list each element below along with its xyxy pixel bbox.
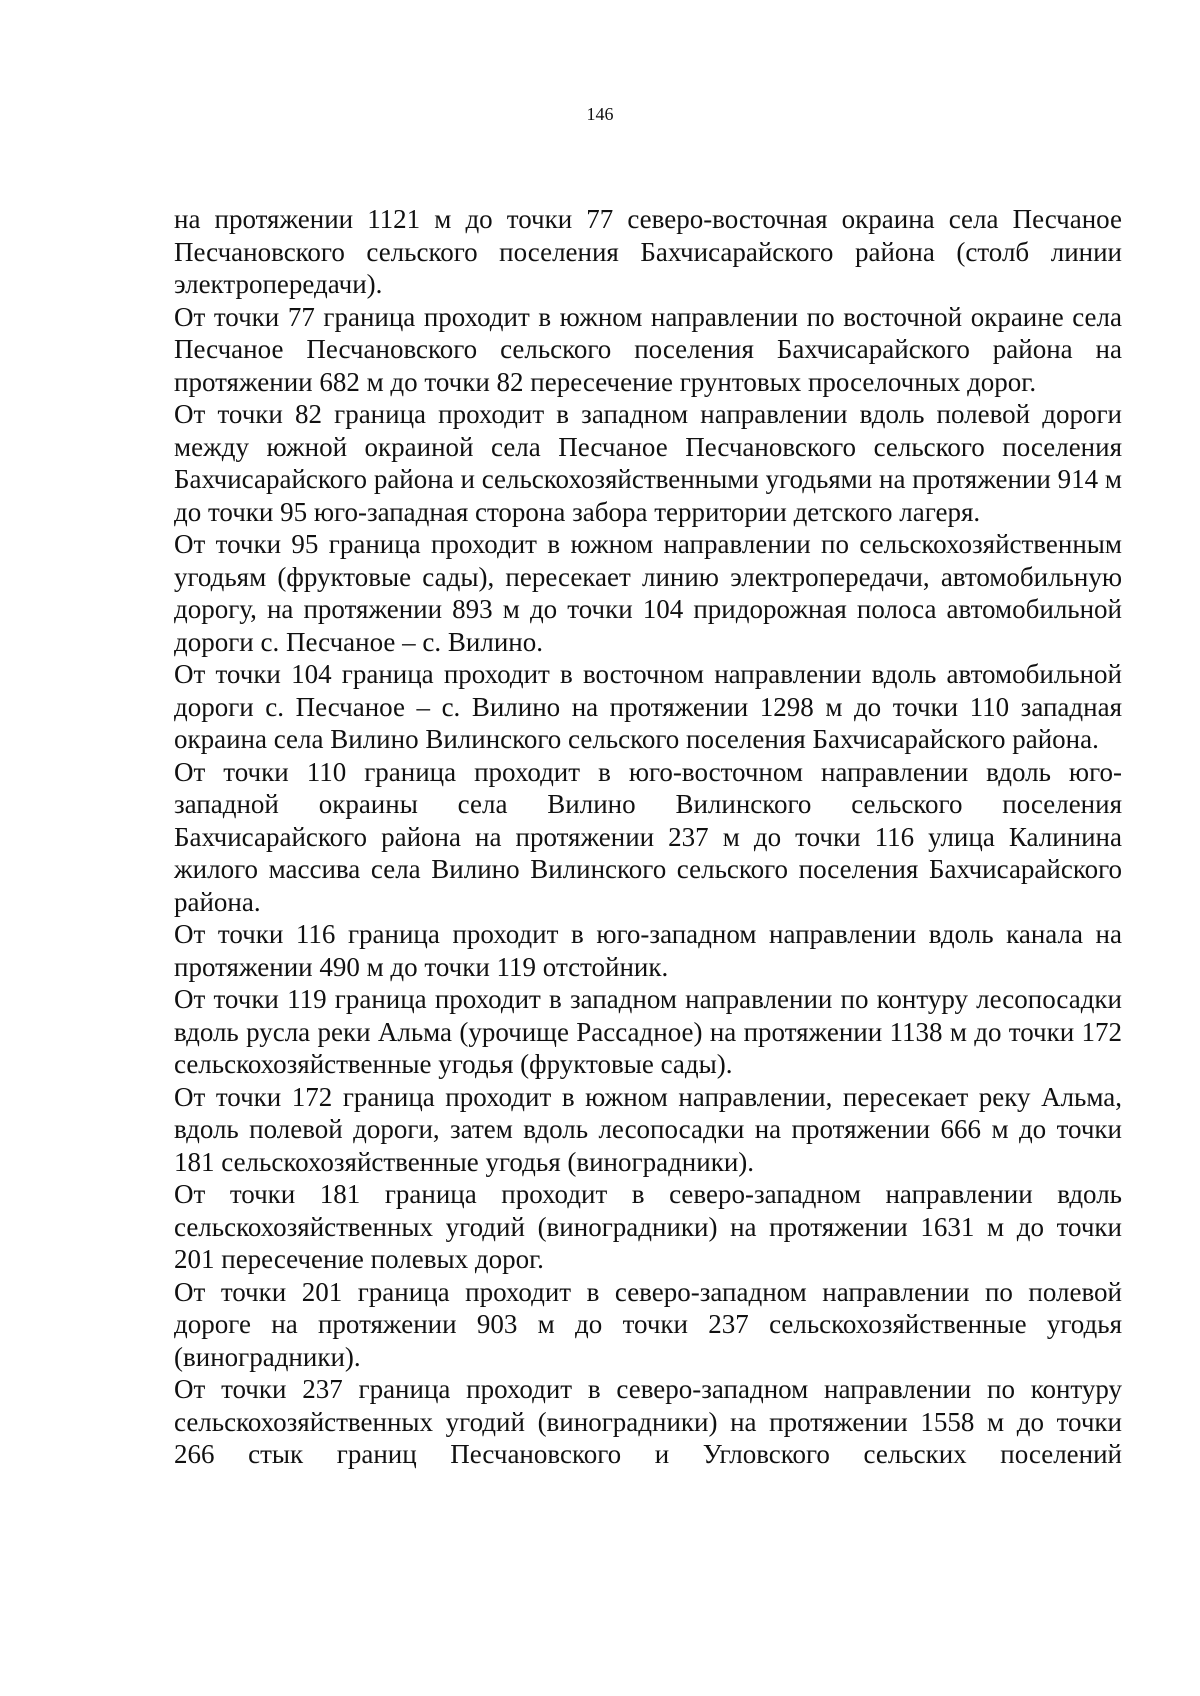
paragraph: От точки 237 граница проходит в северо-западном направлении по контуру сельскохозяйственных угодий (виноградники) на протяжении 1558 м до точки 266 стык границ Песчановского и Угловского сельских поселений	[174, 1374, 1122, 1469]
paragraph: От точки 119 граница проходит в западном направлении по контуру лесопосадки вдоль русла реки Альма (урочище Рассадное) на протяжении 1138 м до точки 172 сельскохозяйственные угодья (фруктовые сады).	[174, 984, 1122, 1079]
paragraph: От точки 116 граница проходит в юго-западном направлении вдоль канала на протяжении 490 м до точки 119 отстойник.	[174, 919, 1122, 982]
paragraph: на протяжении 1121 м до точки 77 северо-восточная окраина села Песчаное Песчановского сельского поселения Бахчисарайского района (столб линии электропередачи).	[174, 204, 1122, 299]
paragraph: От точки 110 граница проходит в юго-восточном направлении вдоль юго-западной окраины села Вилино Вилинского сельского поселения Бахчисарайского района на протяжении 237 м до точки 116 улица Калинина жилого массива села Вилино Вилинского сельского поселения Бахчисарайского района.	[174, 756, 1122, 917]
document-body	[174, 203, 1122, 1471]
paragraph: От точки 104 граница проходит в восточном направлении вдоль автомобильной дороги с. Песчаное – с. Вилино на протяжении 1298 м до точки 110 западная окраина села Вилино Вилинского сельского поселения Бахчисарайского района.	[174, 659, 1122, 754]
paragraph: От точки 181 граница проходит в северо-западном направлении вдоль сельскохозяйственных угодий (виноградники) на протяжении 1631 м до точки 201 пересечение полевых дорог.	[174, 1179, 1122, 1274]
paragraph: От точки 95 граница проходит в южном направлении по сельскохозяйственным угодьям (фруктовые сады), пересекает линию электропередачи, автомобильную дорогу, на протяжении 893 м до точки 104 придорожная полоса автомобильной дороги с. Песчаное – с. Вилино.	[174, 529, 1122, 657]
paragraph: От точки 201 граница проходит в северо-западном направлении по полевой дороге на протяжении 903 м до точки 237 сельскохозяйственные угодья (виноградники).	[174, 1276, 1122, 1372]
paragraph: От точки 77 граница проходит в южном направлении по восточной окраине села Песчаное Песчановского сельского поселения Бахчисарайского района на протяжении 682 м до точки 82 пересечение грунтовых проселочных дорог.	[174, 301, 1122, 397]
paragraph: От точки 82 граница проходит в западном направлении вдоль полевой дороги между южной окраиной села Песчаное Песчановского сельского поселения Бахчисарайского района и сельскохозяйственными угодьями на протяжении 914 м до точки 95 юго-западная сторона забора территории детского лагеря.	[174, 399, 1122, 527]
page-number: 146	[586, 104, 614, 124]
paragraph: От точки 172 граница проходит в южном направлении, пересекает реку Альма, вдоль полевой дороги, затем вдоль лесопосадки на протяжении 666 м до точки 181 сельскохозяйственные угодья (виноградники).	[174, 1081, 1122, 1177]
